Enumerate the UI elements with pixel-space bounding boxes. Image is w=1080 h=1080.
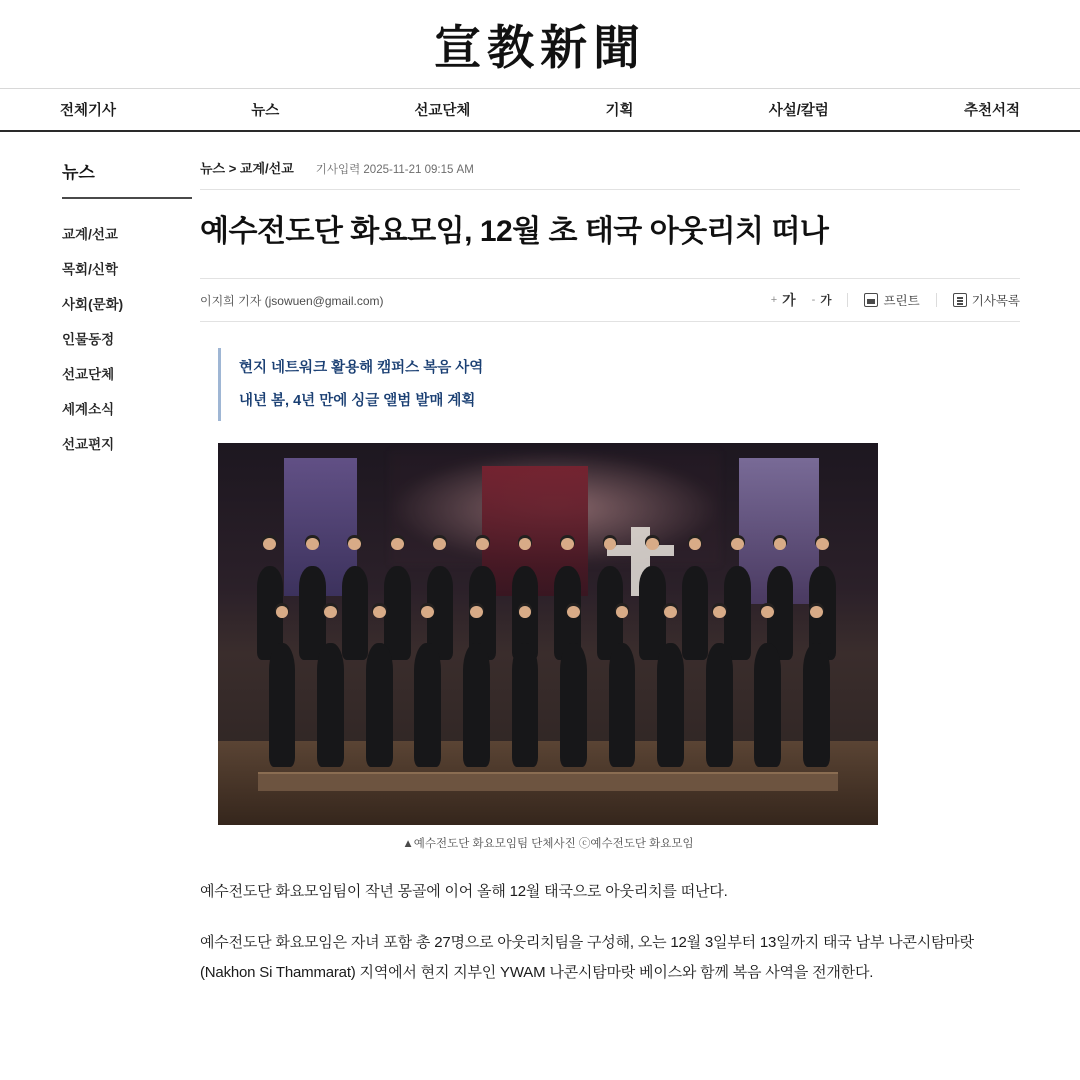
photo-person bbox=[754, 643, 781, 767]
print-button[interactable] bbox=[864, 291, 919, 309]
site-masthead bbox=[0, 0, 1080, 88]
photo-person bbox=[803, 643, 830, 767]
nav-item-features[interactable]: 기획 bbox=[605, 103, 634, 119]
photo-person bbox=[414, 643, 441, 767]
photo-person bbox=[366, 643, 393, 767]
subheadline-block bbox=[218, 348, 1020, 421]
sidebar-item-church-mission[interactable]: 교계/선교 bbox=[62, 226, 118, 242]
subheadline-1: 현지 네트워크 활용해 캠퍼스 복음 사역 bbox=[239, 360, 484, 377]
photo-person bbox=[512, 643, 539, 767]
article-paragraph: 예수전도단 화요모임팀이 작년 몽골에 이어 올해 12월 태국으로 아웃리치를 떠난다. bbox=[200, 883, 728, 901]
publish-date: 기사입력 2025-11-21 09:15 AM bbox=[315, 164, 474, 176]
article-figure bbox=[218, 443, 1020, 851]
font-decrease-label: 가 bbox=[820, 295, 832, 308]
photo-caption: ▲예수전도단 화요모임팀 단체사진 ⓒ예수전도단 화요모임 bbox=[402, 838, 694, 851]
article-meta-row bbox=[200, 158, 1020, 190]
font-decrease-button[interactable] bbox=[812, 292, 832, 308]
photo-person bbox=[706, 643, 733, 767]
sidebar-item-ministry-theology[interactable]: 목회/신학 bbox=[62, 261, 118, 277]
article-tools bbox=[771, 290, 1020, 310]
article-content bbox=[190, 132, 1080, 1009]
photo-person bbox=[682, 566, 709, 660]
sidebar bbox=[0, 132, 190, 1009]
photo-person bbox=[342, 566, 369, 660]
nav-list bbox=[40, 99, 1040, 120]
nav-item-mission-orgs[interactable]: 선교단체 bbox=[414, 103, 471, 119]
plus-icon: + bbox=[770, 294, 778, 307]
print-label: 프린트 bbox=[883, 294, 920, 309]
sidebar-item-people[interactable]: 인물동정 bbox=[62, 331, 115, 347]
subheadline-2: 내년 봄, 4년 만에 싱글 앨범 발매 계획 bbox=[239, 392, 476, 409]
minus-icon: - bbox=[811, 294, 816, 307]
page-title: 예수전도단 화요모임, 12월 초 태국 아웃리치 떠나 bbox=[200, 215, 829, 248]
site-logo[interactable]: 宣教新聞 bbox=[434, 20, 646, 76]
photo-person bbox=[463, 643, 490, 767]
printer-icon bbox=[864, 293, 878, 307]
photo-person bbox=[317, 643, 344, 767]
nav-item-editorial-column[interactable]: 사설/칼럼 bbox=[768, 103, 829, 119]
photo-person bbox=[724, 566, 751, 660]
list-icon bbox=[953, 293, 967, 307]
breadcrumb[interactable]: 뉴스 > 교계/선교 bbox=[200, 161, 294, 176]
nav-item-news[interactable]: 뉴스 bbox=[251, 103, 280, 119]
photo-person bbox=[657, 643, 684, 767]
photo-person bbox=[609, 643, 636, 767]
photo-stage-step bbox=[258, 772, 839, 791]
sidebar-title: 뉴스 bbox=[62, 158, 192, 199]
nav-item-recommended-books[interactable]: 추천서적 bbox=[963, 103, 1020, 119]
sidebar-item-mission-orgs[interactable]: 선교단체 bbox=[62, 366, 115, 382]
article-list-label: 기사목록 bbox=[971, 294, 1020, 309]
tool-divider bbox=[847, 293, 848, 307]
article-body bbox=[200, 877, 1020, 987]
byline: 이지희 기자 (jsowuen@gmail.com) bbox=[200, 293, 384, 308]
sidebar-item-society-culture[interactable]: 사회(문화) bbox=[62, 296, 124, 312]
page-body bbox=[0, 132, 1080, 1009]
font-increase-button[interactable] bbox=[771, 290, 796, 310]
sidebar-item-mission-letters[interactable]: 선교편지 bbox=[62, 436, 115, 452]
article-list-button[interactable] bbox=[953, 291, 1020, 309]
article-photo bbox=[218, 443, 878, 825]
nav-item-all-articles[interactable]: 전체기사 bbox=[60, 103, 117, 119]
tool-divider-2 bbox=[936, 293, 937, 307]
photo-person bbox=[269, 643, 296, 767]
main-navigation bbox=[0, 88, 1080, 132]
sidebar-item-world-news[interactable]: 세계소식 bbox=[62, 401, 115, 417]
photo-person bbox=[384, 566, 411, 660]
photo-person bbox=[560, 643, 587, 767]
article-paragraph: 예수전도단 화요모임은 자녀 포함 총 27명으로 아웃리치팀을 구성해, 오는 12월 3일부터 13일까지 태국 남부 나콘시탐마랏(Nakhon Si Thammarat) 지역에서 현지 지부인 YWAM 나콘시탐마랏 베이스와 함께 복음 사역을 전개한다. bbox=[200, 934, 974, 981]
font-increase-label: 가 bbox=[782, 292, 796, 309]
photo-group-people bbox=[244, 558, 851, 772]
byline-row bbox=[200, 278, 1020, 322]
